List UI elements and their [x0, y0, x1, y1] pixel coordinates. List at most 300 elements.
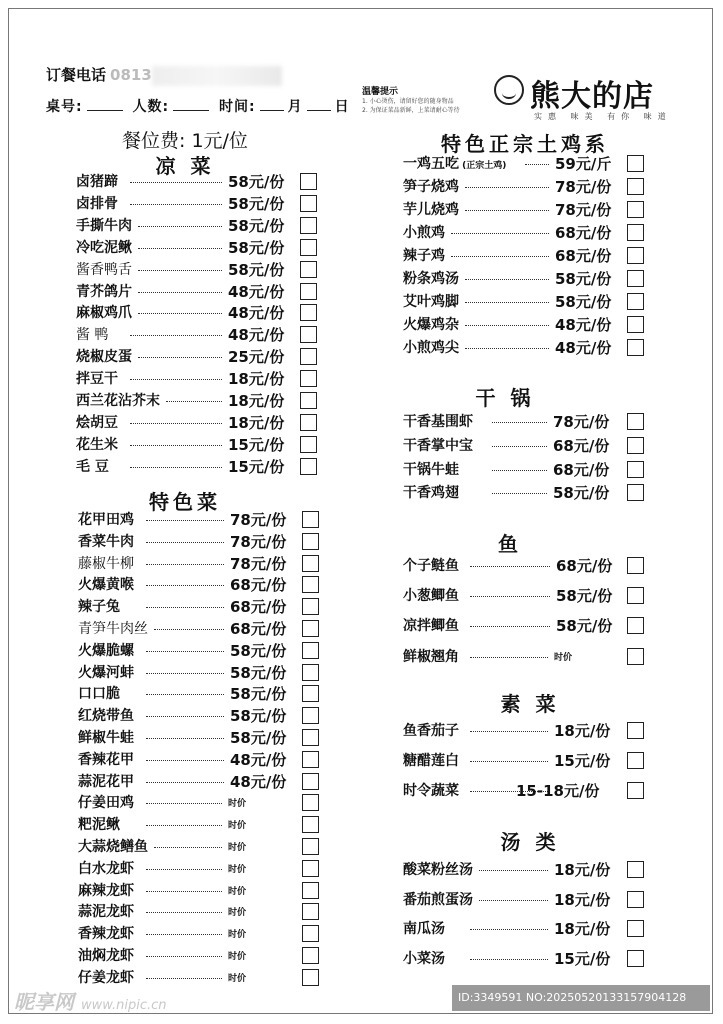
leader-dots [130, 335, 222, 336]
item-checkbox[interactable] [300, 370, 317, 387]
item-name: 口口脆 [78, 686, 120, 703]
item-checkbox[interactable] [302, 751, 319, 768]
item-price: 58元/份 [230, 729, 287, 747]
item-checkbox[interactable] [627, 178, 644, 195]
item-checkbox[interactable] [627, 617, 644, 634]
item-name: 香辣龙虾 [78, 926, 134, 943]
item-price: 58元/份 [230, 641, 287, 660]
item-price: 68元/份 [555, 224, 612, 242]
item-name: 烧椒皮蛋 [76, 349, 132, 366]
leader-dots [451, 256, 549, 257]
leader-dots [138, 248, 222, 249]
leader-dots [130, 204, 222, 205]
section-title-sucai: 素 菜 [500, 692, 560, 716]
section-title-yu: 鱼 [498, 532, 522, 556]
item-name: 鱼香茄子 [403, 723, 459, 739]
item-price: 15元/份 [554, 949, 611, 968]
leader-dots [154, 629, 224, 630]
leader-dots [138, 270, 222, 271]
item-checkbox[interactable] [627, 293, 644, 310]
item-price: 时价 [228, 930, 247, 941]
item-checkbox[interactable] [302, 882, 319, 899]
leader-dots [492, 446, 547, 447]
menu-item [78, 750, 302, 770]
item-name: 凉拌鲫鱼 [403, 618, 459, 635]
leader-dots [146, 891, 222, 892]
leader-dots [470, 761, 548, 762]
leader-dots [138, 313, 222, 314]
item-checkbox[interactable] [627, 920, 644, 937]
leader-dots [146, 869, 222, 870]
item-name: 辣子兔 [78, 599, 120, 616]
menu-item [78, 706, 302, 726]
item-checkbox[interactable] [627, 722, 644, 739]
item-price: 58元/份 [228, 216, 285, 235]
item-checkbox[interactable] [627, 891, 644, 908]
item-price: 58元/份 [555, 270, 612, 288]
menu-item [78, 793, 302, 813]
shop-logo [494, 73, 686, 125]
leader-dots [492, 493, 547, 494]
leader-dots [146, 912, 222, 913]
item-price: 时价 [228, 952, 247, 962]
menu-item [76, 325, 300, 345]
item-price: 15元/份 [228, 457, 285, 476]
item-checkbox[interactable] [627, 950, 644, 967]
menu-item [76, 172, 300, 192]
item-name: 花生米 [76, 436, 118, 453]
item-checkbox[interactable] [300, 436, 317, 453]
menu-item [76, 303, 300, 323]
notice [362, 84, 482, 115]
item-checkbox[interactable] [627, 861, 644, 878]
leader-dots [146, 934, 222, 935]
month-blank[interactable] [260, 110, 284, 111]
item-price: 48元/份 [555, 339, 612, 357]
menu-item [403, 616, 627, 636]
item-name: 仔姜龙虾 [78, 969, 134, 986]
item-name: 花甲田鸡 [78, 512, 134, 528]
item-checkbox[interactable] [302, 555, 319, 572]
menu-item [403, 412, 627, 432]
item-price: 58元/份 [555, 293, 612, 311]
item-checkbox[interactable] [300, 414, 317, 431]
leader-dots [146, 607, 224, 608]
item-name: 白水龙虾 [78, 860, 134, 877]
item-name: 红烧带鱼 [78, 708, 134, 725]
item-checkbox[interactable] [302, 773, 319, 790]
leader-dots [146, 956, 222, 957]
item-checkbox[interactable] [300, 326, 317, 343]
item-checkbox[interactable] [302, 685, 319, 702]
item-price: 18元/份 [228, 392, 285, 410]
item-name: 油焖龙虾 [78, 948, 134, 964]
menu-item [78, 902, 302, 922]
leader-dots [146, 651, 224, 652]
people-blank[interactable] [173, 110, 209, 111]
item-checkbox[interactable] [627, 484, 644, 501]
item-checkbox[interactable] [302, 576, 319, 593]
day-blank[interactable] [307, 110, 331, 111]
item-price: 68元/份 [230, 620, 287, 638]
leader-dots [166, 401, 222, 402]
item-name: 艾叶鸡脚 [403, 294, 459, 310]
item-price: 78元/份 [555, 178, 612, 196]
menu-item [403, 269, 627, 289]
leader-dots [130, 445, 222, 446]
item-checkbox[interactable] [627, 270, 644, 287]
leader-dots [465, 279, 549, 280]
menu-item [78, 575, 302, 595]
menu-item [403, 751, 627, 771]
menu-item [403, 338, 627, 358]
item-name: 蒜泥龙虾 [78, 904, 134, 921]
item-name: 番茄煎蛋汤 [403, 891, 473, 908]
watermark-site: 昵享网 [14, 990, 74, 1014]
leader-dots [479, 900, 548, 901]
item-price: 18元/份 [554, 890, 611, 909]
item-name: 香菜牛肉 [78, 533, 134, 550]
section-title-tuji: 特色正宗土鸡系 [441, 132, 609, 156]
item-note: (正宗土鸡) [459, 161, 507, 171]
item-price: 时价 [228, 843, 247, 853]
order-info-line [46, 96, 350, 116]
item-price: 25元/份 [228, 348, 285, 367]
day-label: 日 [334, 99, 350, 115]
item-name: 粑泥鳅 [78, 817, 120, 834]
item-checkbox[interactable] [302, 947, 319, 964]
item-checkbox[interactable] [302, 707, 319, 724]
item-name: 干香掌中宝 [403, 437, 473, 454]
leader-dots [465, 210, 549, 211]
item-name: 小煎鸡尖 [403, 340, 459, 356]
item-price: 时价 [228, 908, 247, 919]
item-name: 芋儿烧鸡 [403, 202, 459, 218]
item-price: 68元/份 [556, 557, 613, 575]
leader-dots [146, 585, 224, 586]
item-checkbox[interactable] [302, 816, 319, 833]
item-checkbox[interactable] [627, 316, 644, 333]
section-title-ganguo: 干 锅 [475, 386, 535, 410]
item-name: 拌豆干 [76, 371, 118, 388]
menu-item [76, 435, 300, 455]
item-price: 48元/份 [555, 316, 612, 334]
item-checkbox[interactable] [300, 195, 317, 212]
leader-dots [130, 379, 222, 380]
item-checkbox[interactable] [302, 794, 319, 811]
leader-dots [470, 596, 550, 597]
item-checkbox[interactable] [627, 224, 644, 241]
item-name: 干香基围虾 [403, 414, 473, 430]
menu-item [78, 815, 302, 835]
item-checkbox[interactable] [627, 557, 644, 574]
item-checkbox[interactable] [302, 969, 319, 986]
item-price: 78元/份 [230, 511, 287, 529]
item-name: 酱香鸭舌 [76, 261, 132, 278]
menu-item [78, 597, 302, 617]
menu-item [76, 347, 300, 367]
item-price: 58元/份 [228, 260, 285, 279]
shop-name: 熊大的店 [530, 79, 654, 114]
watermark-id: ID:3349591 NO:20250520133157904128 [452, 985, 710, 1011]
item-checkbox[interactable] [627, 782, 644, 799]
item-name: 一鸡五吃 (正宗土鸡) [403, 156, 507, 172]
item-price: 时价 [228, 821, 247, 832]
item-price: 68元/份 [553, 436, 610, 455]
item-checkbox[interactable] [302, 598, 319, 615]
menu-item [78, 728, 302, 748]
item-name: 火爆鸡杂 [403, 317, 459, 333]
watermark-logo [14, 986, 167, 1015]
leader-dots [470, 626, 550, 627]
item-checkbox[interactable] [627, 155, 644, 172]
leader-dots [138, 292, 222, 293]
leader-dots [130, 423, 222, 424]
table-blank[interactable] [87, 110, 123, 111]
seat-fee: 餐位费: 1元/位 [122, 130, 248, 152]
item-price: 68元/份 [553, 460, 610, 479]
leader-dots [154, 847, 222, 848]
item-checkbox[interactable] [627, 648, 644, 665]
item-price: 58元/份 [556, 617, 613, 636]
item-checkbox[interactable] [302, 620, 319, 637]
phone-number: 0813 [110, 66, 152, 84]
item-checkbox[interactable] [300, 261, 317, 278]
item-name: 烩胡豆 [76, 414, 118, 431]
table-label: 桌号: [46, 99, 83, 115]
menu-item [76, 413, 300, 433]
item-name: 干香鸡翅 [403, 485, 459, 502]
leader-dots [146, 716, 224, 717]
notice-title: 温馨提示 [362, 87, 399, 97]
item-price: 58元/份 [228, 194, 285, 213]
section-title-tesecai: 特色菜 [149, 490, 221, 514]
item-price: 时价 [228, 886, 247, 897]
item-name: 酱 鸭 [76, 327, 109, 344]
menu-item [78, 663, 302, 683]
leader-dots [146, 694, 224, 695]
item-price: 48元/份 [230, 772, 287, 791]
item-name: 仔姜田鸡 [78, 795, 134, 812]
item-price: 68元/份 [230, 576, 287, 595]
leader-dots [146, 738, 224, 739]
item-name: 笋子烧鸡 [403, 179, 459, 195]
menu-item [403, 586, 627, 606]
leader-dots [465, 187, 549, 188]
menu-item [76, 260, 300, 280]
notice-line-2: 2. 为保证菜品新鲜，上菜请耐心等待 [362, 107, 460, 114]
menu-item [76, 457, 300, 477]
item-name: 鲜椒翘角 [403, 648, 459, 665]
item-price: 78元/份 [230, 554, 287, 573]
item-price: 68元/份 [230, 598, 287, 617]
item-price: 58元/份 [230, 707, 287, 726]
item-name: 鲜椒牛蛙 [78, 730, 134, 746]
menu-item [403, 436, 627, 456]
menu-item [403, 177, 627, 197]
menu-item [78, 510, 302, 530]
leader-dots [470, 657, 548, 658]
phone-blur [152, 66, 282, 86]
item-price: 15-18元/份 [516, 781, 600, 800]
menu-item [76, 216, 300, 236]
leader-dots [138, 226, 222, 227]
item-price: 时价 [228, 799, 247, 810]
leader-dots [146, 673, 224, 674]
menu-item [403, 292, 627, 312]
leader-dots [470, 731, 548, 732]
item-name: 大蒜烧鳝鱼 [78, 839, 148, 855]
leader-dots [470, 929, 548, 930]
menu-item [78, 641, 302, 661]
item-checkbox[interactable] [627, 247, 644, 264]
item-price: 58元/份 [230, 663, 287, 682]
leader-dots [146, 978, 222, 979]
leader-dots [470, 566, 550, 567]
leader-dots [138, 357, 222, 358]
item-checkbox[interactable] [302, 838, 319, 855]
watermark-url: www.nipic.cn [80, 998, 167, 1013]
item-price: 58元/份 [230, 685, 287, 704]
item-checkbox[interactable] [302, 511, 319, 528]
item-checkbox[interactable] [300, 304, 317, 321]
item-checkbox[interactable] [627, 752, 644, 769]
menu-item [78, 968, 302, 988]
order-phone [46, 64, 282, 86]
phone-label: 订餐电话 [46, 66, 107, 84]
item-price: 15元/份 [554, 751, 611, 770]
item-name: 冷吃泥鳅 [76, 239, 132, 256]
item-price: 78元/份 [230, 532, 287, 551]
item-checkbox[interactable] [300, 173, 317, 190]
menu-item [403, 154, 627, 174]
item-price: 18元/份 [554, 861, 611, 879]
item-name: 干锅牛蛙 [403, 461, 459, 478]
item-price: 48元/份 [230, 750, 287, 769]
item-name: 酸菜粉丝汤 [403, 862, 473, 878]
leader-dots [146, 564, 224, 565]
item-name: 青芥鸽片 [76, 283, 132, 300]
item-price: 78元/份 [553, 413, 610, 431]
item-checkbox[interactable] [302, 925, 319, 942]
item-name: 南瓜汤 [403, 921, 445, 938]
item-price: 18元/份 [554, 722, 611, 740]
leader-dots [146, 782, 224, 783]
menu-item [403, 949, 627, 969]
item-checkbox[interactable] [627, 339, 644, 356]
item-name: 卤猪蹄 [76, 174, 118, 190]
item-checkbox[interactable] [627, 201, 644, 218]
menu-item [403, 890, 627, 910]
item-checkbox[interactable] [300, 348, 317, 365]
item-name: 卤排骨 [76, 195, 118, 212]
item-name: 麻辣龙虾 [78, 882, 134, 899]
leader-dots [130, 467, 222, 468]
leader-dots [492, 422, 547, 423]
menu-item [403, 483, 627, 503]
item-price: 18元/份 [228, 370, 285, 389]
item-price: 18元/份 [228, 413, 285, 432]
item-name: 蒜泥花甲 [78, 773, 134, 790]
leader-dots [146, 803, 222, 804]
item-price: 58元/份 [228, 173, 285, 191]
leader-dots [479, 870, 548, 871]
item-name: 糖醋莲白 [403, 752, 459, 769]
item-price: 时价 [228, 973, 247, 984]
menu-item [403, 721, 627, 741]
item-price: 58元/份 [553, 484, 610, 503]
item-checkbox[interactable] [300, 392, 317, 409]
item-checkbox[interactable] [627, 461, 644, 478]
menu-item [78, 554, 302, 574]
item-name: 小葱鲫鱼 [403, 588, 459, 605]
item-name: 火爆脆螺 [78, 642, 134, 659]
item-name: 毛 豆 [76, 458, 109, 475]
menu-item [403, 860, 627, 880]
menu-item [78, 881, 302, 901]
leader-dots [146, 825, 222, 826]
item-name: 香辣花甲 [78, 751, 134, 768]
item-price: 58元/份 [556, 587, 613, 606]
item-checkbox[interactable] [302, 729, 319, 746]
item-checkbox[interactable] [302, 533, 319, 550]
leader-dots [465, 302, 549, 303]
menu-item [78, 946, 302, 966]
item-checkbox[interactable] [300, 283, 317, 300]
menu-item [76, 282, 300, 302]
item-price: 78元/份 [555, 201, 612, 219]
menu-item [403, 647, 627, 667]
item-checkbox[interactable] [300, 458, 317, 475]
leader-dots [465, 325, 549, 326]
item-name: 藤椒牛柳 [78, 555, 134, 572]
leader-dots [492, 470, 547, 471]
item-checkbox[interactable] [300, 217, 317, 234]
item-checkbox[interactable] [300, 239, 317, 256]
leader-dots [451, 233, 549, 234]
item-price: 时价 [228, 864, 247, 875]
item-price: 68元/份 [555, 247, 612, 265]
item-checkbox[interactable] [302, 860, 319, 877]
leader-dots [130, 182, 222, 183]
item-name: 火爆河蚌 [78, 664, 134, 681]
item-checkbox[interactable] [627, 437, 644, 454]
item-name: 时令蔬菜 [403, 782, 459, 799]
menu-item [78, 837, 302, 857]
menu-item [78, 684, 302, 704]
menu-item [403, 315, 627, 335]
item-checkbox[interactable] [627, 587, 644, 604]
leader-dots [470, 959, 548, 960]
menu-item [78, 532, 302, 552]
month-label: 月 [287, 99, 303, 115]
item-checkbox[interactable] [627, 413, 644, 430]
leader-dots [146, 542, 224, 543]
item-name: 辣子鸡 [403, 248, 445, 264]
item-price: 时价 [554, 652, 573, 663]
item-price: 58元/份 [228, 238, 285, 257]
leader-dots [465, 348, 549, 349]
item-checkbox[interactable] [302, 642, 319, 659]
item-price: 15元/份 [228, 435, 285, 454]
item-price: 18元/份 [554, 920, 611, 939]
item-name: 青笋牛肉丝 [78, 621, 148, 637]
people-label: 人数: [132, 99, 170, 115]
item-checkbox[interactable] [302, 903, 319, 920]
item-checkbox[interactable] [302, 664, 319, 681]
notice-line-1: 1. 小心烫伤，请留好您的随身物品 [362, 98, 454, 105]
menu-item [403, 200, 627, 220]
